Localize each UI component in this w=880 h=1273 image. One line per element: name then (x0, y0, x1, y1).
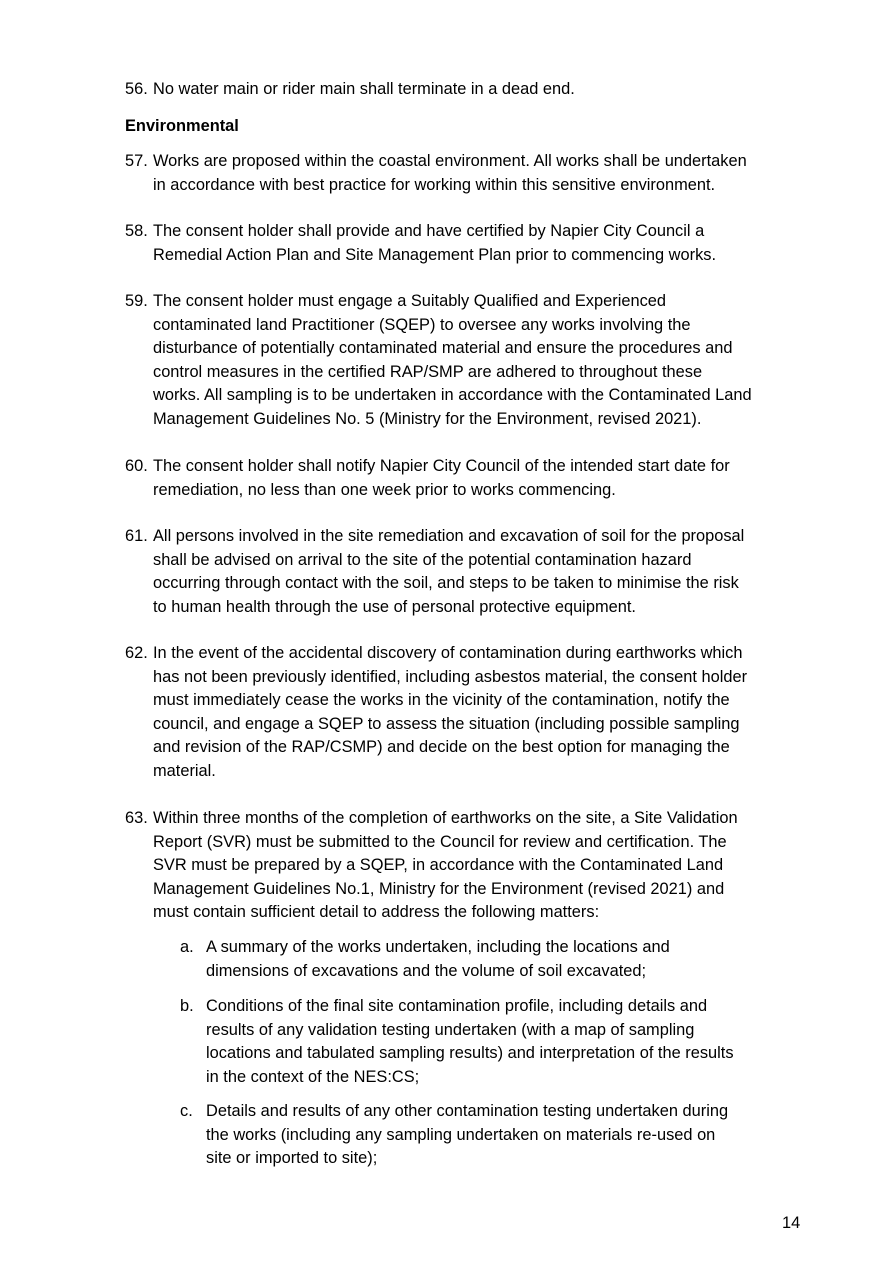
clause-line: control measures in the certified RAP/SMP are adhered to throughout these (153, 362, 703, 381)
clause-number: 57. (125, 152, 148, 170)
clause-line: material. (153, 761, 216, 780)
subclause-letter: b. (180, 997, 194, 1015)
clause-text (153, 220, 815, 267)
clause-text (153, 290, 815, 431)
clause-number: 59. (125, 292, 148, 310)
clause-line: Management Guidelines No.1, Ministry for the Environment (revised 2021) and (153, 879, 725, 898)
clause-line: council, and engage a SQEP to assess the situation (including possible sampling (153, 714, 740, 733)
clause-line: must immediately cease the works in the vicinity of the contamination, notify the (153, 691, 730, 709)
clause-text (153, 150, 815, 197)
clause-line: In the event of the accidental discovery of contamination during earthworks which (153, 644, 743, 662)
clause-line: contaminated land Practitioner (SQEP) to oversee any works involving the (153, 315, 691, 334)
clause-number: 60. (125, 457, 148, 475)
clause-line: occurring through contact with the soil, and steps to be taken to minimise the risk (153, 574, 739, 592)
clause-line: The consent holder shall provide and have certified by Napier City Council a (153, 222, 705, 240)
clause-text (153, 78, 815, 102)
clause-line: SVR must be prepared by a SQEP, in accordance with the Contaminated Land (153, 856, 724, 874)
clause-number: 56. (125, 80, 148, 98)
clause-text (153, 642, 815, 783)
section-heading: Environmental (125, 117, 239, 135)
subclause-line: the works (including any sampling undertaken on materials re-used on (206, 1125, 716, 1144)
clause-line: remediation, no less than one week prior to works commencing. (153, 480, 616, 499)
subclause-line: locations and tabulated sampling results) and interpretation of the results (206, 1044, 734, 1062)
clause-line: works. All sampling is to be undertaken in accordance with the Contaminated Land (153, 386, 752, 404)
clause-line: All persons involved in the site remediation and excavation of soil for the proposal (153, 527, 745, 545)
clause-line: Works are proposed within the coastal environment. All works shall be undertaken (153, 152, 747, 170)
subclause-line: results of any validation testing undertaken (with a map of sampling (206, 1020, 695, 1039)
clause-line: No water main or rider main shall terminate in a dead end. (153, 80, 575, 98)
clause-line: Report (SVR) must be submitted to the Council for review and certification. The (153, 832, 727, 851)
subclause-text (206, 995, 800, 1089)
clause-text (153, 525, 815, 619)
clause-line: The consent holder must engage a Suitably Qualified and Experienced (153, 292, 666, 310)
subclause-letter: c. (180, 1102, 193, 1120)
clause-number: 61. (125, 527, 148, 545)
clause-line: to human health through the use of personal protective equipment. (153, 597, 636, 616)
clause-line: shall be advised on arrival to the site of the potential contamination hazard (153, 550, 692, 569)
subclause-line: dimensions of excavations and the volume of soil excavated; (206, 961, 647, 980)
clause-line: has not been previously identified, including asbestos material, the consent holder (153, 667, 748, 686)
clause-number: 63. (125, 809, 148, 827)
clause-text (153, 455, 815, 502)
clause-line: must contain sufficient detail to address the following matters: (153, 903, 600, 921)
clause-line: Remedial Action Plan and Site Management Plan prior to commencing works. (153, 245, 717, 264)
clause-line: The consent holder shall notify Napier City Council of the intended start date for (153, 457, 730, 475)
subclause-line: Details and results of any other contamination testing undertaken during (206, 1102, 729, 1120)
clause-line: and revision of the RAP/CSMP) and decide on the best option for managing the (153, 738, 730, 756)
subclause-line: site or imported to site); (206, 1149, 378, 1167)
clause-number: 58. (125, 222, 148, 240)
subclause-line: in the context of the NES:CS; (206, 1067, 420, 1086)
clause-line: Management Guidelines No. 5 (Ministry for the Environment, revised 2021). (153, 409, 702, 428)
clause-number: 62. (125, 644, 148, 662)
page-number: 14 (782, 1214, 801, 1232)
clause-line: Within three months of the completion of earthworks on the site, a Site Validation (153, 809, 738, 827)
clause-text (153, 807, 815, 925)
clause-line: disturbance of potentially contaminated material and ensure the procedures and (153, 339, 733, 357)
subclause-text (206, 1100, 800, 1171)
subclause-line: Conditions of the final site contamination profile, including details and (206, 997, 708, 1015)
subclause-letter: a. (180, 938, 194, 956)
subclause-line: A summary of the works undertaken, including the locations and (206, 938, 670, 956)
clause-line: in accordance with best practice for working within this sensitive environment. (153, 175, 716, 194)
subclause-text (206, 936, 800, 983)
